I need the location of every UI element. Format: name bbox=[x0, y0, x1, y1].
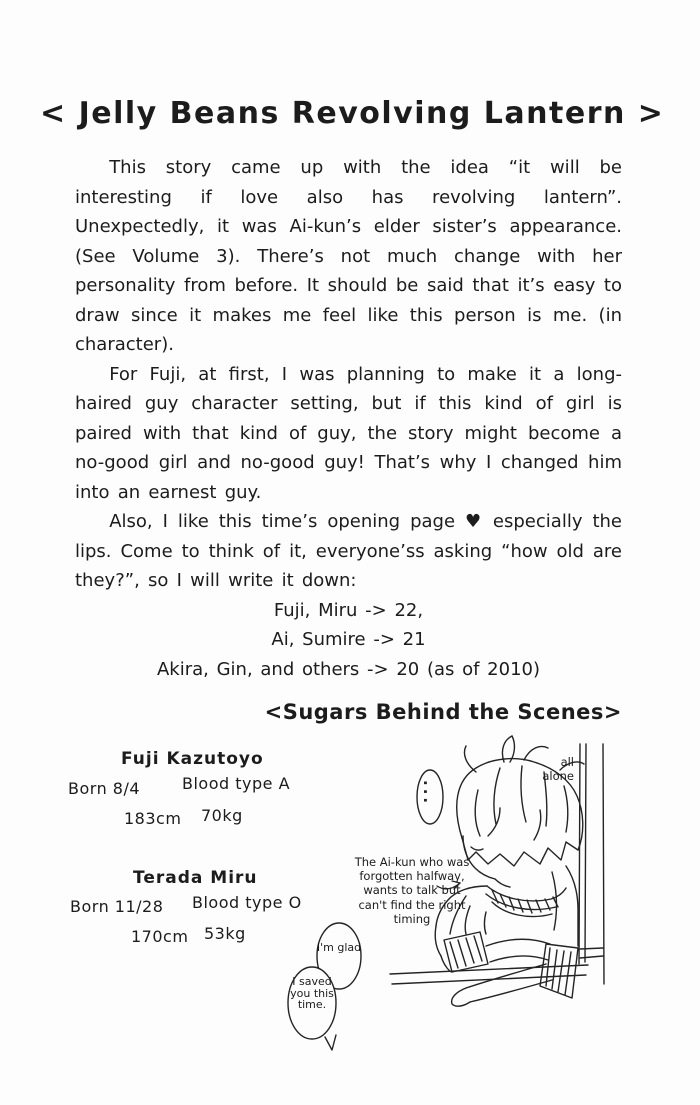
section-heading: <Sugars Behind the Scenes> bbox=[264, 700, 622, 724]
age-line: Akira, Gin, and others -> 20 (as of 2010) bbox=[156, 658, 541, 680]
window-frame-icon bbox=[579, 744, 604, 984]
story-paragraph: For Fuji, at first, I was planning to make it a long-haired guy character setting, but if this kind of girl is paired with that kind of guy, the story might become a no-good girl and no-good guy! That’s why I changed him into an earnest guy. bbox=[75, 363, 622, 503]
profile-born: Born 8/4 bbox=[68, 779, 141, 798]
speech-bubble-text: I'm glad bbox=[316, 941, 362, 954]
age-line: Fuji, Miru -> 22, bbox=[273, 599, 424, 621]
profile-height: 170cm bbox=[131, 927, 189, 946]
profile-blood-type: Blood type A bbox=[182, 774, 291, 793]
profile-blood-type: Blood type O bbox=[192, 893, 302, 912]
character-ages-list bbox=[75, 596, 622, 685]
profile-weight: 53kg bbox=[204, 924, 246, 943]
speech-bubble-text: I saved you this time. bbox=[290, 975, 334, 1011]
ellipsis-bubble-icon bbox=[417, 770, 443, 824]
profile-name: Fuji Kazutoyo bbox=[121, 749, 264, 769]
age-line: Ai, Sumire -> 21 bbox=[271, 629, 426, 650]
story-paragraph: Also, I like this time’s opening page ♥ especially the lips. Come to think of it, everyone’ss asking “how old are they?”, so I will write it down: bbox=[75, 511, 622, 591]
profile-weight: 70kg bbox=[201, 806, 243, 825]
floating-text: all alone bbox=[542, 755, 574, 783]
illustration-caption: The Ai-kun who was forgotten halfway, wants to talk but can't find the right timing bbox=[354, 855, 470, 926]
story-paragraph: This story came up with the idea “it will be interesting if love also has revolving lantern”. Unexpectedly, it was Ai-kun’s elder sister’s appearance. (See Volume 3). There’s not much change with her personality from before. It should be said that it’s easy to draw since it makes me feel like this person is me. (in character). bbox=[75, 157, 622, 355]
profile-name: Terada Miru bbox=[133, 868, 258, 888]
profile-born: Born 11/28 bbox=[70, 897, 164, 916]
profile-height: 183cm bbox=[124, 809, 182, 828]
author-note bbox=[75, 153, 622, 684]
ellipsis-dots: ... bbox=[420, 780, 438, 807]
page-title: < Jelly Beans Revolving Lantern > bbox=[40, 96, 665, 132]
